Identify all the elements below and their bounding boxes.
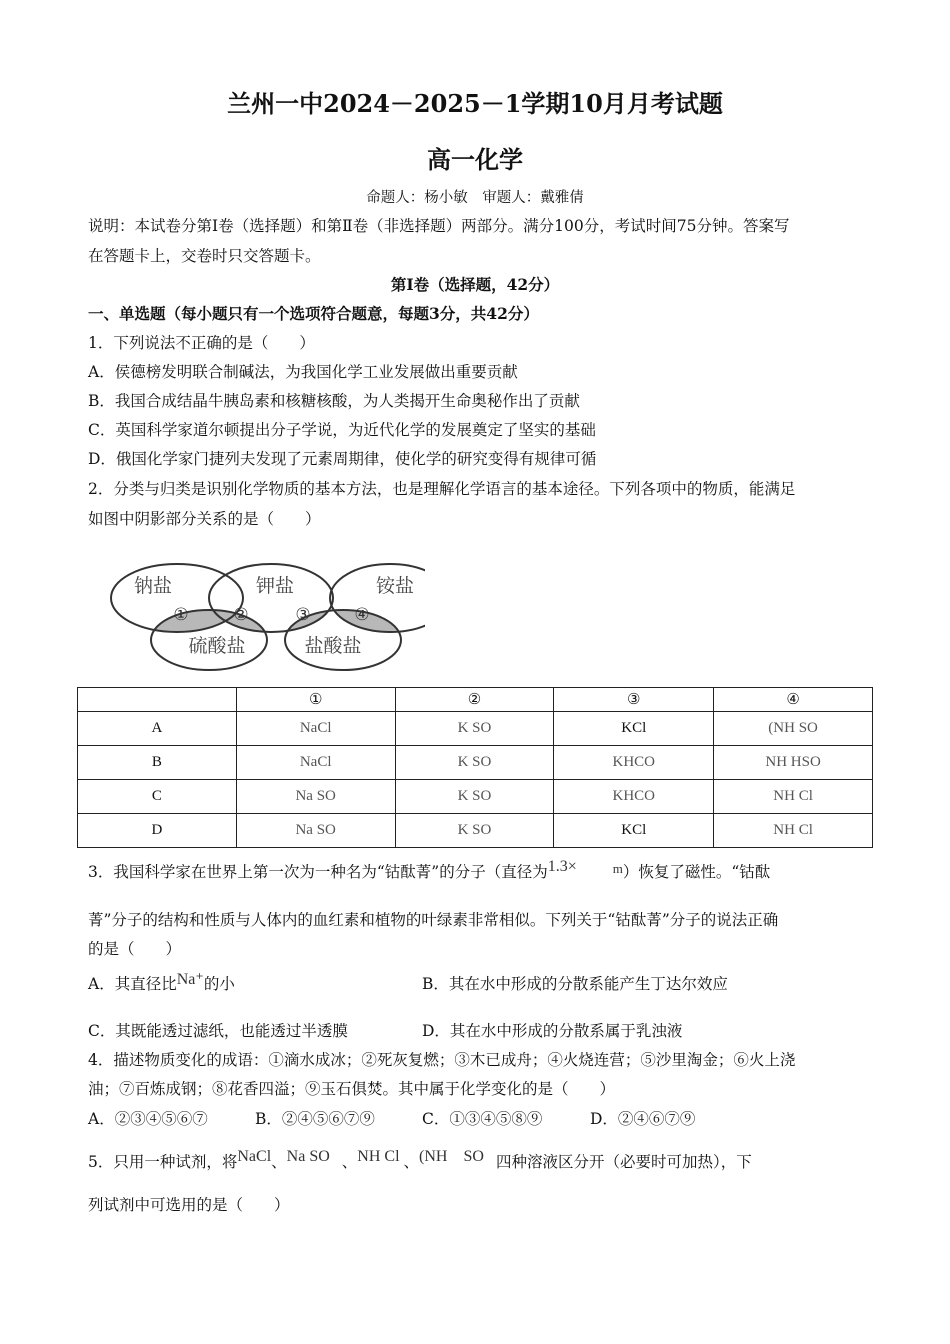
formula-nh4cl: NH Cl (357, 1148, 400, 1165)
table-cell: K SO (395, 780, 554, 814)
q4-option-a: A．②③④⑤⑥⑦ (88, 1110, 208, 1128)
q4-option-c: C．①③④⑤⑧⑨ (422, 1110, 543, 1128)
table-row (78, 712, 873, 746)
q4-option-b: B．②④⑤⑥⑦⑨ (255, 1110, 375, 1128)
formula-na2so4: Na SO (286, 1148, 330, 1165)
note-line-2: 在答题卡上，交卷时只交答题卡。 (88, 247, 321, 265)
table-cell: NH Cl (714, 814, 873, 848)
section-title: 第Ⅰ卷（选择题，42分） (390, 275, 560, 294)
q1-stem: 1．下列说法不正确的是（ ） (88, 334, 315, 352)
q2-answer-table (77, 687, 873, 848)
q3-option-a (88, 971, 235, 995)
q3-option-a-text: A．其直径比 (88, 975, 177, 993)
q1-option-b: B．我国合成结晶牛胰岛素和核糖核酸，为人类揭开生命奥秘作出了贡献 (88, 392, 580, 410)
table-cell: KCl (554, 814, 714, 848)
region-1-label: ① (173, 605, 189, 625)
q1-option-c: C．英国科学家道尔顿提出分子学说，为近代化学的发展奠定了坚实的基础 (88, 421, 596, 439)
q3-stem-1 (88, 858, 771, 883)
q2-stem-2: 如图中阴影部分关系的是（ ） (88, 510, 321, 528)
table-cell: KHCO (554, 780, 714, 814)
q5-stem-2: 列试剂中可选用的是（ ） (88, 1196, 290, 1214)
formula-nacl: NaCl (237, 1148, 272, 1165)
q3-diameter-unit: m (612, 861, 623, 876)
q3-stem-text-b: ）恢复了磁性。“钴酞 (622, 863, 771, 881)
part-title: 一、单选题（每小题只有一个选项符合题意，每题3分，共42分） (88, 304, 539, 323)
sodium-ion-formula: Na⁺ (176, 971, 204, 988)
q3-stem-2: 菁”分子的结构和性质与人体内的血红素和植物的叶绿素非常相似。下列关于“钴酞菁”分子的说法正确 (88, 911, 779, 929)
note-line-1: 说明：本试卷分第Ⅰ卷（选择题）和第Ⅱ卷（非选择题）两部分。满分100分，考试时间75分钟。答案写 (88, 217, 790, 235)
q3-stem-text-a: 3．我国科学家在世界上第一次为一种名为“钴酞菁”的分子（直径为 (88, 863, 548, 881)
q4-stem-2: 油；⑦百炼成钢；⑧花香四溢；⑨玉石俱焚。其中属于化学变化的是（ ） (88, 1080, 616, 1098)
table-cell: Na SO (236, 780, 395, 814)
table-row (78, 746, 873, 780)
label-ammonium-salt: 铵盐 (375, 575, 415, 597)
authors-line: 命题人：杨小敏 审题人：戴雅倩 (366, 190, 584, 206)
row-label: D (78, 814, 237, 848)
q1-option-d: D．俄国化学家门捷列夫发现了元素周期律，使化学的研究变得有规律可循 (88, 450, 597, 468)
q3-option-a-tail: 的小 (203, 975, 235, 993)
q3-option-c: C．其既能透过滤纸，也能透过半透膜 (88, 1022, 348, 1040)
table-row (78, 814, 873, 848)
q5-prefix: 5．只用一种试剂，将 (88, 1153, 238, 1171)
header-cell (78, 688, 237, 712)
table-cell: NH HSO (714, 746, 873, 780)
q1-option-a: A．侯德榜发明联合制碱法，为我国化学工业发展做出重要贡献 (88, 363, 518, 381)
table-cell: KHCO (554, 746, 714, 780)
table-cell: Na SO (236, 814, 395, 848)
label-chloride: 盐酸盐 (304, 635, 362, 657)
table-cell: NaCl (236, 746, 395, 780)
region-3-label: ③ (295, 605, 311, 625)
table-cell: K SO (395, 814, 554, 848)
label-potassium-salt: 钾盐 (255, 575, 295, 597)
q3-diameter-value: 1.3× (547, 858, 577, 875)
row-label: B (78, 746, 237, 780)
table-cell: NaCl (236, 712, 395, 746)
formula-nh4-2so4: (NH SO (419, 1148, 484, 1165)
table-cell: K SO (395, 712, 554, 746)
table-cell: NH Cl (714, 780, 873, 814)
table-row (78, 780, 873, 814)
q5-separator: 、 (271, 1153, 287, 1171)
q3-option-b: B．其在水中形成的分散系能产生丁达尔效应 (422, 975, 728, 993)
table-cell: K SO (395, 746, 554, 780)
label-sodium-salt: 钠盐 (133, 575, 173, 597)
row-label: A (78, 712, 237, 746)
header-cell: ③ (554, 688, 714, 712)
q3-option-d: D．其在水中形成的分散系属于乳浊液 (422, 1022, 683, 1040)
table-cell: KCl (554, 712, 714, 746)
q5-separator: 、 (341, 1153, 358, 1171)
header-cell: ④ (714, 688, 873, 712)
table-cell: (NH SO (714, 712, 873, 746)
table-header-row (78, 688, 873, 712)
q2-stem-1: 2．分类与归类是识别化学物质的基本方法，也是理解化学语言的基本途径。下列各项中的物质，能满足 (88, 480, 796, 498)
classification-venn-diagram (95, 560, 425, 675)
exam-title: 兰州一中2024－2025－1学期10月月考试题 (227, 89, 723, 118)
label-sulfate: 硫酸盐 (188, 635, 246, 657)
q4-option-d: D．②④⑥⑦⑨ (590, 1110, 696, 1128)
q4-stem-1: 4．描述物质变化的成语：①滴水成冰；②死灰复燃；③木已成舟；④火烧连营；⑤沙里淘金；⑥火上浇 (88, 1051, 796, 1069)
q3-stem-3: 的是（ ） (88, 940, 182, 958)
q5-stem-1 (88, 1148, 752, 1173)
region-2-label: ② (233, 605, 249, 625)
q5-suffix: 四种溶液区分开（必要时可加热），下 (495, 1153, 752, 1171)
header-cell: ① (236, 688, 395, 712)
q5-separator: 、 (403, 1153, 420, 1171)
header-cell: ② (395, 688, 554, 712)
region-4-label: ④ (354, 605, 370, 625)
row-label: C (78, 780, 237, 814)
subject-title: 高一化学 (427, 145, 523, 174)
